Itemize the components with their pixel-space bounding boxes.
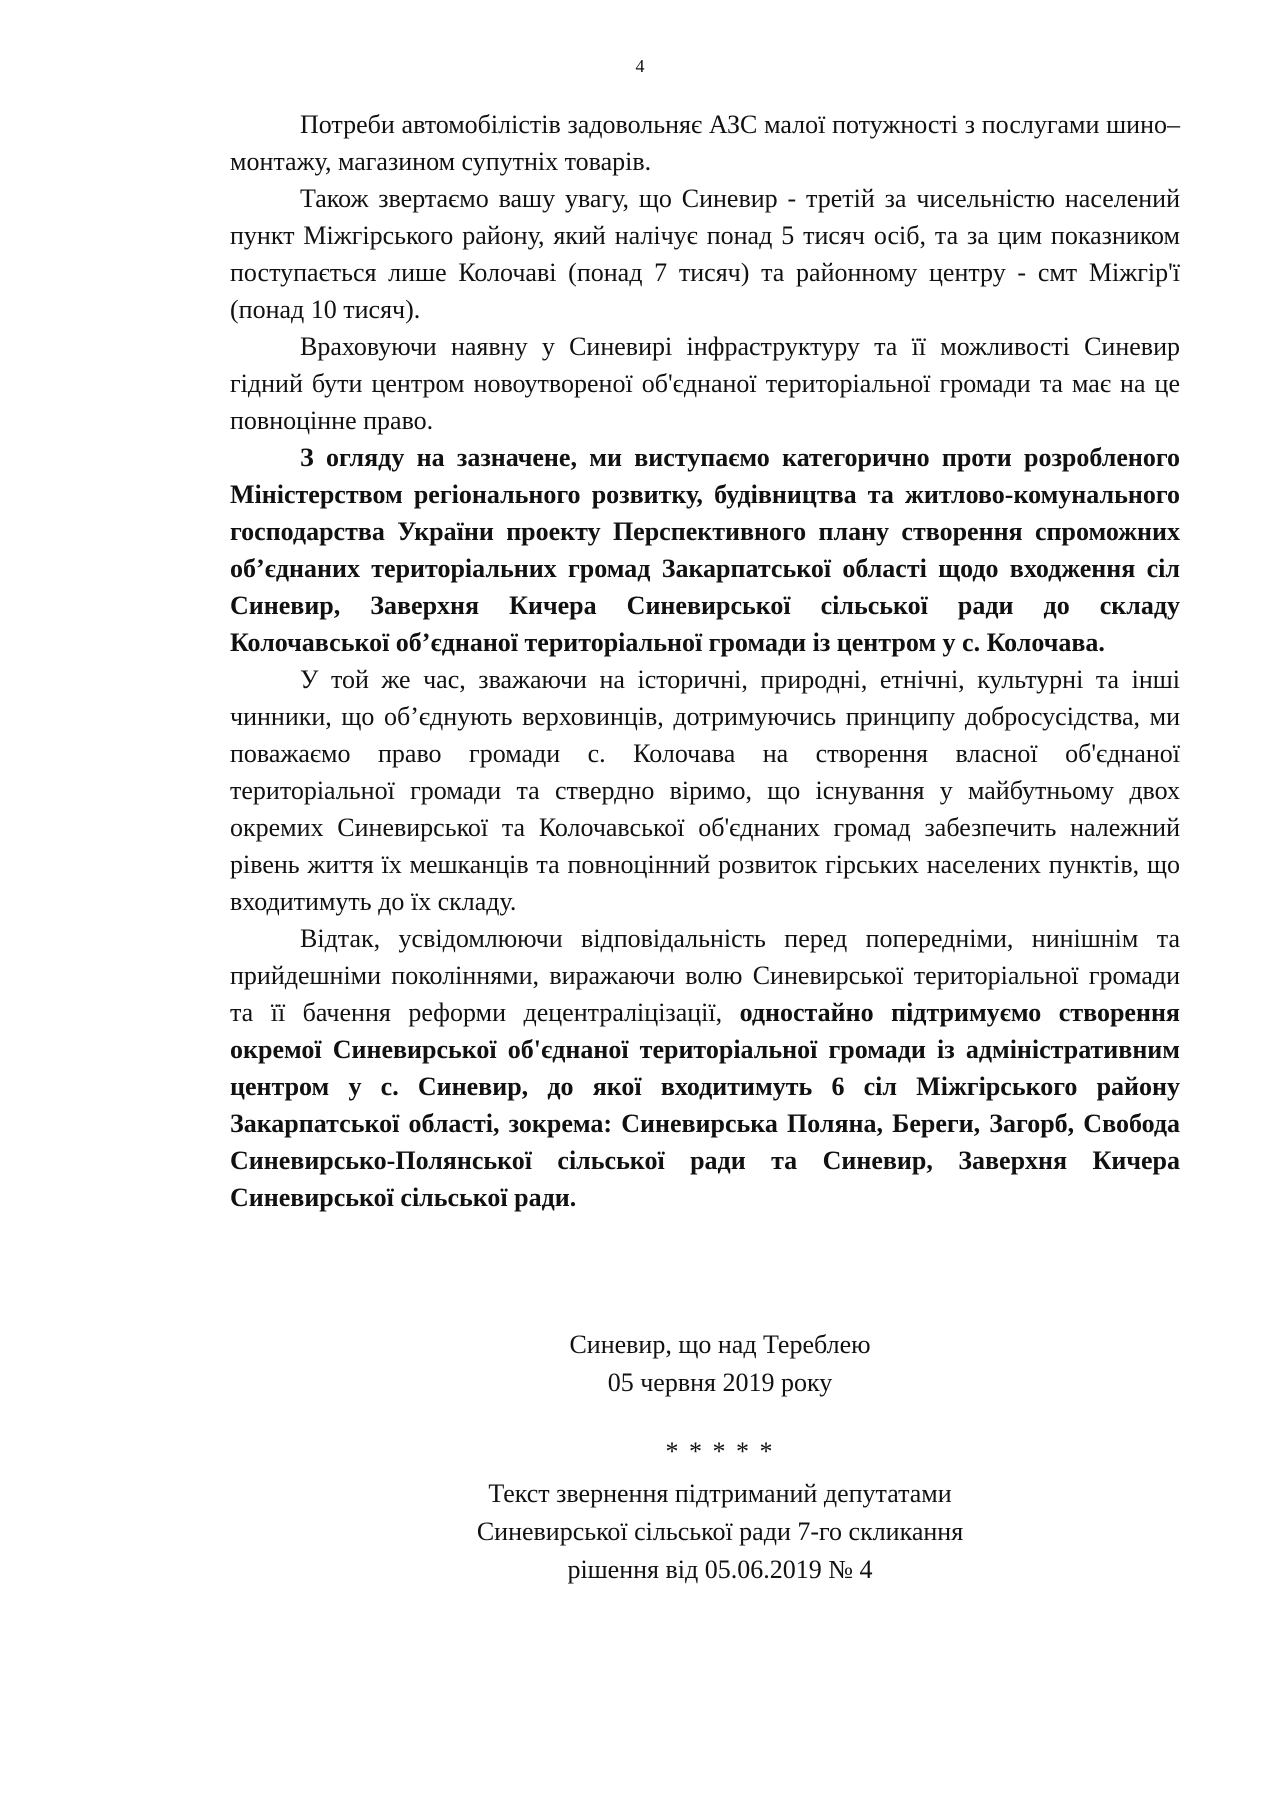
paragraph-resolution (230, 920, 1180, 1216)
support-line-2: Синевирської сільської ради 7-го скликання (476, 1517, 964, 1546)
support-line-3: рішення від 05.06.2019 № 4 (567, 1555, 873, 1584)
resolution-intro: Відтак, усвідомлюючи відповідальність перед попередніми, нинішнім та прийдешніми поколіннями, виражаючи волю Синевирської територіальної громади та її бачення реформи децентраліцізації, (230, 924, 1180, 1027)
page-number: 4 (635, 56, 645, 76)
paragraph-infrastructure: Враховуючи наявну у Синевирі інфраструктуру та її можливості Синевир гідний бути центром новоутвореної об'єднаної територіальної громади та має на це повноцінне право. (230, 332, 1180, 435)
paragraph-gas-station: Потреби автомобілістів задовольняє АЗС малої потужності з послугами шино–монтажу, магазином супутніх товарів. (230, 110, 1180, 176)
date-line: 05 червня 2019 року (607, 1368, 833, 1397)
paragraph-population: Також звертаємо вашу увагу, що Синевир - третій за чисельністю населений пункт Міжгірського району, який налічує понад 5 тисяч осіб, та за цим показником поступається лише Колочаві (понад 7 тисяч) та районному центру - смт Міжгір'ї (понад 10 тисяч). (230, 184, 1180, 324)
place-line: Синевир, що над Тереблею (569, 1330, 871, 1359)
resolution-statement: одностайно підтримуємо створення окремої Синевирської об'єднаної територіальної громади із адміністративним центром у с. Синевир, до якої входитимуть 6 сіл Міжгірського району Закарпатської області, зокрема: Синевирська Поляна, Береги, Загорб, Свобода Синевирсько-Полянської сільської ради та Синевир, Заверхня Кичера Синевирської сільської ради. (230, 998, 1180, 1212)
paragraph-objection: З огляду на зазначене, ми виступаємо категорично проти розробленого Міністерством регіонального розвитку, будівництва та житлово-комунального господарства України проекту Перспективного плану створення спроможних об’єднаних територіальних громад Закарпатської області щодо входження сіл Синевир, Заверхня Кичера Синевирської сільської ради до складу Колочавської об’єднаної територіальної громади із центром у с. Колочава. (230, 443, 1180, 657)
support-line-1: Текст звернення підтриманий депутатами (488, 1479, 952, 1508)
document-body (230, 106, 1180, 1216)
separator-stars: * * * * * (665, 1437, 775, 1466)
paragraph-respect-kolochava: У той же час, зважаючи на історичні, природні, етнічні, культурні та інші чинники, що об’єднують верховинців, дотримуючись принципу добросусідства, ми поважаємо право громади с. Колочава на створення власної об'єднаної територіальної громади та ствердно віримо, що існування у майбутньому двох окремих Синевирської та Колочавської об'єднаних громад забезпечить належний рівень життя їх мешканців та повноцінний розвиток гірських населених пунктів, що входитимуть до їх складу. (230, 665, 1180, 916)
support-note (420, 1475, 1020, 1589)
place-date-block (420, 1326, 1020, 1402)
